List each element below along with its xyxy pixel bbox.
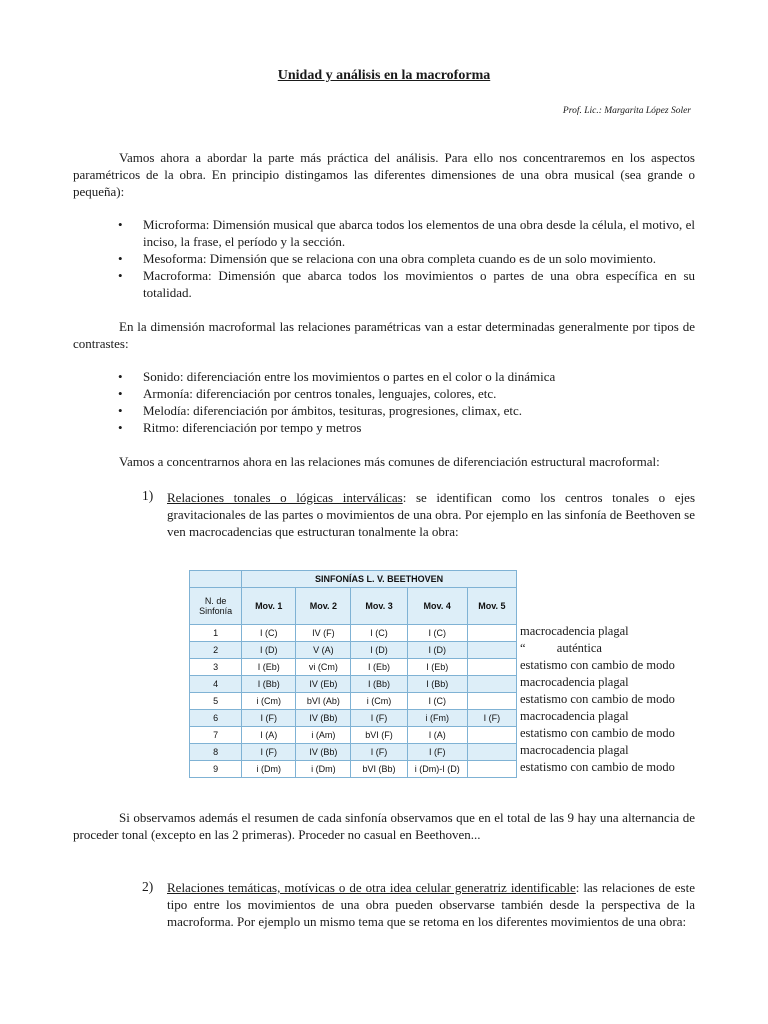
- column-header: Mov. 2: [296, 588, 351, 625]
- table-row: [190, 744, 517, 761]
- table-cell: I (Eb): [407, 659, 467, 676]
- item2-text: : las relaciones de este tipo entre los movimientos de una obra pueden observarse también desde la perspectiva de la macroforma. Por ejemplo un mismo tema que se retoma en los diferentes movimientos de una obra:: [167, 880, 695, 929]
- annotation: estatismo con cambio de modo: [520, 726, 675, 740]
- annotation: estatismo con cambio de modo: [520, 760, 675, 774]
- item1-heading: Relaciones tonales o lógicas interválicas: [167, 490, 403, 505]
- table-body: [190, 625, 517, 778]
- table-cell: I (A): [242, 727, 296, 744]
- table-cell: i (Dm): [242, 761, 296, 778]
- table-cell: I (Bb): [242, 676, 296, 693]
- table-cell: 5: [190, 693, 242, 710]
- table-cell: IV (Bb): [296, 710, 351, 727]
- table-cell: I (Eb): [242, 659, 296, 676]
- concentrate-paragraph: Vamos a concentrarnos ahora en las relaciones más comunes de diferenciación estructural macroformal:: [119, 454, 660, 469]
- table-title-row: [190, 571, 517, 588]
- table-cell: I (A): [407, 727, 467, 744]
- table-cell: i (Dm)-I (D): [407, 761, 467, 778]
- observe-paragraph: Si observamos además el resumen de cada sinfonía observamos que en el total de las 9 hay una alternancia de proceder tonal (excepto en las 2 primeras). Proceder no casual en Beethoven...: [73, 810, 695, 842]
- annotation: “ auténtica: [520, 641, 602, 655]
- table-title: SINFONÍAS L. V. BEETHOVEN: [242, 571, 517, 588]
- table-cell: I (Bb): [351, 676, 407, 693]
- table-cell: I (C): [242, 625, 296, 642]
- table-row: [190, 676, 517, 693]
- annotation: macrocadencia plagal: [520, 709, 629, 723]
- table-cell: I (F): [351, 744, 407, 761]
- item1-paragraph: [167, 489, 695, 540]
- table-cell: 6: [190, 710, 242, 727]
- table-cell: IV (F): [296, 625, 351, 642]
- table-cell: 1: [190, 625, 242, 642]
- list-item: • Macroforma: Dimensión que abarca todos los movimientos o partes de una obra específica en su totalidad.: [118, 268, 695, 300]
- table-cell: V (A): [296, 642, 351, 659]
- table-cell: bVI (Ab): [296, 693, 351, 710]
- column-header: Mov. 1: [242, 588, 296, 625]
- table-cell: I (Bb): [407, 676, 467, 693]
- list-item: • Sonido: diferenciación entre los movimientos o partes en el color o la dinámica: [118, 369, 556, 384]
- table-annotations: [520, 623, 675, 776]
- macro-paragraph: En la dimensión macroformal las relaciones paramétricas van a estar determinadas generalmente por tipos de contrastes:: [73, 319, 695, 351]
- table-cell: I (D): [351, 642, 407, 659]
- dimensions-list: [118, 216, 695, 301]
- table-cell: 8: [190, 744, 242, 761]
- annotation: estatismo con cambio de modo: [520, 692, 675, 706]
- table-cell: I (F): [467, 710, 516, 727]
- table-cell: bVI (F): [351, 727, 407, 744]
- item2-heading: Relaciones temáticas, motívicas o de otra idea celular generatriz identificable: [167, 880, 576, 895]
- table-row: [190, 761, 517, 778]
- author-line: Prof. Lic.: Margarita López Soler: [562, 106, 691, 116]
- table-cell: [467, 625, 516, 642]
- table-cell: 2: [190, 642, 242, 659]
- bullet-icon: •: [118, 420, 123, 435]
- document-title: Unidad y análisis en la macroforma: [277, 68, 491, 83]
- table-cell: [467, 744, 516, 761]
- table-cell: [467, 693, 516, 710]
- table-cell: I (C): [351, 625, 407, 642]
- column-header: Mov. 3: [351, 588, 407, 625]
- item1-text: : se identifican como los centros tonales o ejes gravitacionales de las partes o movimientos de una obra. Por ejemplo en las sinfonía de Beethoven se ven macrocadencias que estructuran tonalmente la obra:: [167, 490, 695, 539]
- column-header: Mov. 4: [407, 588, 467, 625]
- column-header: Mov. 5: [467, 588, 516, 625]
- list-item: • Microforma: Dimensión musical que abarca todos los elementos de una obra desde la célula, el motivo, el inciso, la frase, el período y la sección.: [118, 217, 695, 249]
- bullet-icon: •: [118, 369, 123, 384]
- table-cell: i (Cm): [351, 693, 407, 710]
- list-item: • Mesoforma: Dimensión que se relaciona con una obra completa cuando es de un solo movimiento.: [118, 251, 656, 266]
- bullet-icon: •: [118, 251, 123, 266]
- table-cell: I (D): [242, 642, 296, 659]
- table-cell: [467, 761, 516, 778]
- list-item: • Ritmo: diferenciación por tempo y metros: [118, 420, 362, 435]
- contrasts-list: [118, 368, 695, 436]
- table-cell: i (Fm): [407, 710, 467, 727]
- table-cell: [467, 642, 516, 659]
- table-cell: 4: [190, 676, 242, 693]
- table-cell: I (F): [242, 710, 296, 727]
- column-header: N. de Sinfonía: [190, 588, 242, 625]
- table-row: [190, 642, 517, 659]
- table-cell: I (F): [351, 710, 407, 727]
- table-cell: I (C): [407, 693, 467, 710]
- table-cell: i (Dm): [296, 761, 351, 778]
- symphony-table: [189, 570, 517, 778]
- table-cell: bVI (Bb): [351, 761, 407, 778]
- table-row: [190, 710, 517, 727]
- item2-paragraph: [167, 879, 695, 930]
- table-cell: I (Eb): [351, 659, 407, 676]
- table-row: [190, 727, 517, 744]
- table-cell: IV (Eb): [296, 676, 351, 693]
- table-cell: 9: [190, 761, 242, 778]
- table-cell: i (Am): [296, 727, 351, 744]
- bullet-icon: •: [118, 386, 123, 401]
- table-cell: 3: [190, 659, 242, 676]
- bullet-icon: •: [118, 268, 123, 283]
- bullet-icon: •: [118, 403, 123, 418]
- table-cell: I (D): [407, 642, 467, 659]
- item-number: 2): [142, 879, 154, 894]
- table-cell: I (C): [407, 625, 467, 642]
- table-cell: [467, 676, 516, 693]
- list-item: • Melodía: diferenciación por ámbitos, tesituras, progresiones, climax, etc.: [118, 403, 523, 418]
- table-header-row: [190, 588, 517, 625]
- table-row: [190, 625, 517, 642]
- annotation: macrocadencia plagal: [520, 743, 629, 757]
- bullet-icon: •: [118, 217, 123, 232]
- annotation: estatismo con cambio de modo: [520, 658, 675, 672]
- table-row: [190, 693, 517, 710]
- table-cell: [467, 659, 516, 676]
- item-number: 1): [142, 488, 154, 503]
- intro-paragraph: Vamos ahora a abordar la parte más práctica del análisis. Para ello nos concentraremos en los aspectos paramétricos de la obra. En principio distingamos las diferentes dimensiones de una obra musical (sea grande o pequeña):: [73, 150, 695, 199]
- table-cell: vi (Cm): [296, 659, 351, 676]
- table-row: [190, 659, 517, 676]
- table-cell: IV (Bb): [296, 744, 351, 761]
- table-cell: I (F): [407, 744, 467, 761]
- table-cell: [467, 727, 516, 744]
- annotation: macrocadencia plagal: [520, 675, 629, 689]
- annotation: macrocadencia plagal: [520, 624, 629, 638]
- table-cell: i (Cm): [242, 693, 296, 710]
- table-cell: 7: [190, 727, 242, 744]
- table-cell: I (F): [242, 744, 296, 761]
- list-item: • Armonía: diferenciación por centros tonales, lenguajes, colores, etc.: [118, 386, 497, 401]
